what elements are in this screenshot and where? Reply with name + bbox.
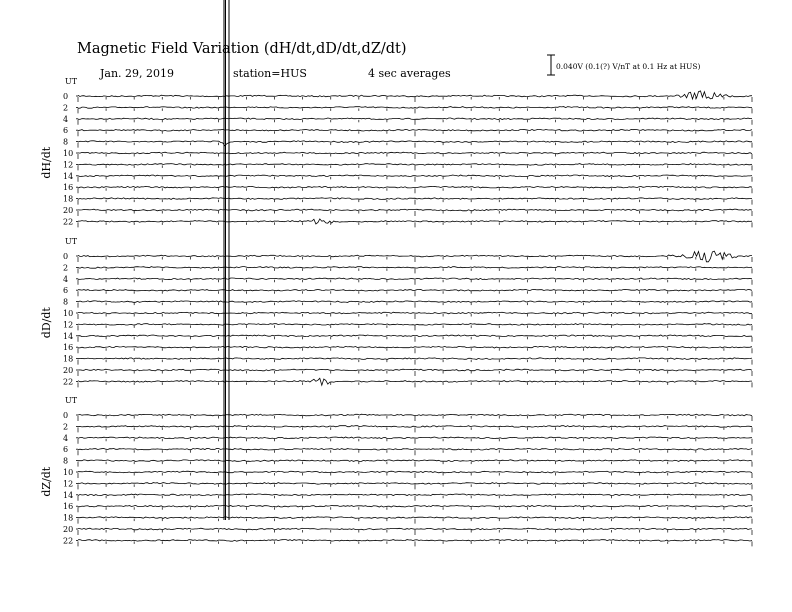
hour-tick-label: 0 [63,252,69,261]
hour-tick-label: 16 [63,343,74,353]
trace-dhdt-h18 [78,198,752,200]
trace-dddt-h18 [78,358,752,360]
hour-tick-label: 10 [63,149,74,158]
trace-dddt-h16 [78,346,752,348]
hour-tick-label: 6 [63,126,69,136]
scale-bar [547,55,555,75]
station-label: station=HUS [233,67,307,80]
hour-tick-label: 0 [63,411,69,420]
hour-tick-label: 14 [63,331,74,341]
hour-tick-label: 4 [63,114,69,124]
hour-tick-label: 18 [63,354,74,364]
averaging-label: 4 sec averages [368,67,451,80]
trace-dzdt-h20 [78,528,752,530]
trace-dddt-h12 [78,324,752,326]
hour-tick-label: 2 [63,103,69,113]
ut-axis-label: UT [65,396,78,405]
hour-tick-label: 2 [63,263,69,273]
hour-tick-label: 20 [63,525,74,534]
date-label: Jan. 29, 2019 [100,67,175,80]
trace-dzdt-h0 [78,414,752,416]
hour-tick-label: 12 [63,320,74,330]
hour-tick-label: 12 [63,160,74,170]
trace-dzdt-h18 [78,517,752,519]
trace-dhdt-h10 [78,152,752,154]
hour-tick-label: 22 [63,536,74,546]
hour-tick-label: 10 [63,468,74,477]
trace-dddt-h20 [78,369,752,371]
trace-dzdt-h2 [78,426,752,428]
hour-tick-label: 4 [63,274,69,284]
panel-dhdt [40,77,752,227]
trace-dddt-h8 [78,301,752,303]
ut-axis-label: UT [65,237,78,246]
trace-dddt-h4 [78,278,752,280]
trace-dhdt-h6 [78,129,752,131]
trace-dzdt-h8 [78,460,752,462]
marker-lines [224,0,229,520]
hour-tick-label: 18 [63,194,74,204]
hour-tick-label: 6 [63,445,69,455]
hour-tick-label: 14 [63,171,74,181]
trace-dzdt-h16 [78,505,752,507]
hour-tick-label: 12 [63,479,74,489]
panel-dzdt [40,396,752,546]
panel-dddt [40,237,752,387]
hour-tick-label: 16 [63,502,74,512]
panel-ylabel: dD/dt [40,307,53,339]
trace-dddt-h6 [78,289,752,291]
trace-dhdt-h20 [78,209,752,211]
hour-tick-label: 20 [63,206,74,215]
trace-dzdt-h12 [78,483,752,485]
hour-tick-label: 20 [63,366,74,375]
trace-dhdt-h16 [78,186,752,188]
trace-dhdt-h2 [78,107,752,109]
ut-axis-label: UT [65,77,78,86]
trace-dzdt-h22 [78,540,752,542]
hour-tick-label: 22 [63,377,74,387]
hour-tick-label: 18 [63,513,74,523]
hour-tick-label: 6 [63,286,69,296]
trace-dddt-h2 [78,267,752,269]
trace-dzdt-h6 [78,448,752,450]
panel-ylabel: dH/dt [40,146,53,179]
trace-dzdt-h4 [78,437,752,439]
hour-tick-label: 8 [63,456,69,466]
trace-dzdt-h14 [78,494,752,496]
trace-dhdt-h4 [78,118,752,120]
hour-tick-label: 2 [63,422,69,432]
panel-ylabel: dZ/dt [40,466,53,497]
hour-tick-label: 0 [63,92,69,101]
hour-tick-label: 8 [63,297,69,307]
chart-title: Magnetic Field Variation (dH/dt,dD/dt,dZ/dt) [77,41,407,57]
hour-tick-label: 4 [63,433,69,443]
trace-dhdt-h14 [78,175,752,177]
hour-tick-label: 10 [63,309,74,318]
trace-dddt-h14 [78,335,752,337]
trace-dzdt-h10 [78,471,752,473]
hour-tick-label: 14 [63,490,74,500]
hour-tick-label: 8 [63,137,69,147]
trace-dhdt-h12 [78,164,752,166]
hour-tick-label: 16 [63,183,74,193]
scale-bar-label: 0.040V (0.1(?) V/nT at 0.1 Hz at HUS) [556,62,701,71]
trace-dddt-h10 [78,312,752,314]
hour-tick-label: 22 [63,217,74,227]
